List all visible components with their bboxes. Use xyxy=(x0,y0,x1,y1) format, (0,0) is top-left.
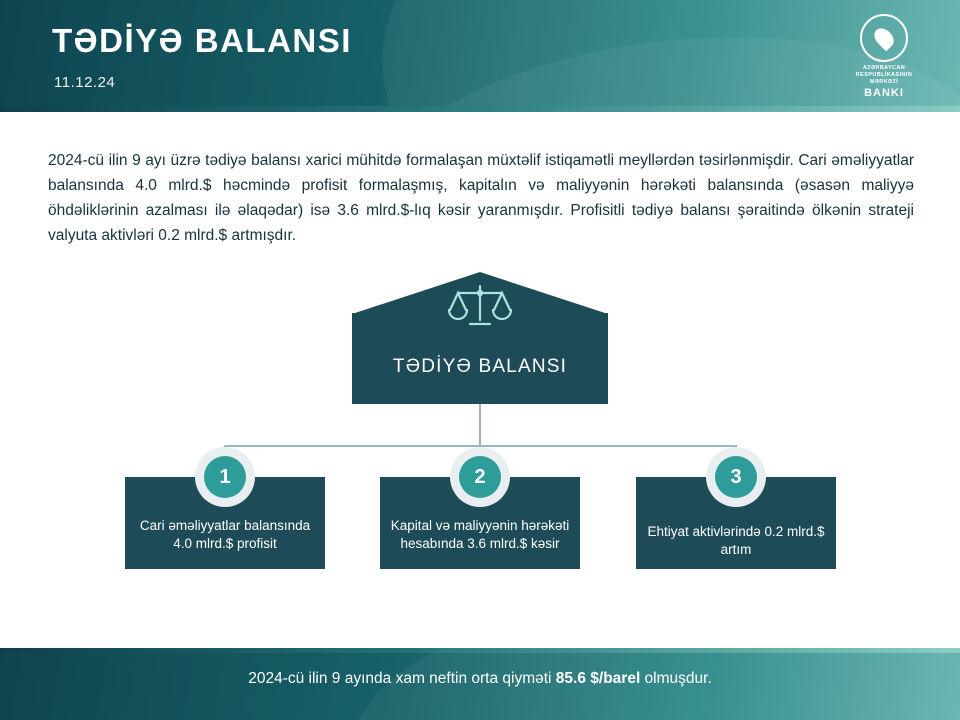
node-badge-1 xyxy=(195,447,255,507)
footer-text-before: 2024-cü ilin 9 ayında xam neftin orta qiyməti xyxy=(248,670,556,687)
connector-vertical-main xyxy=(479,404,481,446)
node-number-1: 1 xyxy=(204,456,246,498)
logo-line-3: MƏRKƏZİ xyxy=(869,79,899,85)
balance-of-payments-diagram xyxy=(0,272,960,592)
logo-bank-label: BANKI xyxy=(864,87,904,99)
diagram-root-node xyxy=(352,272,608,404)
diagram-node-3 xyxy=(636,465,836,569)
slide-header xyxy=(0,0,960,112)
node-text-2: Kapital və maliyyənin hərəkəti hesabında 3.6 mlrd.$ kəsir xyxy=(390,518,570,551)
footer-text-after: olmuşdur. xyxy=(640,670,712,687)
flame-emblem-icon xyxy=(860,14,908,62)
footer-highlight: 85.6 $/barel xyxy=(555,670,641,687)
diagram-root-label: TƏDİYƏ BALANSI xyxy=(392,356,568,377)
scales-balance-icon xyxy=(446,280,514,332)
node-text-1: Cari əməliyyatlar balansında 4.0 mlrd.$ profisit xyxy=(139,518,311,551)
node-text-3: Ehtiyat aktivlərində 0.2 mlrd.$ artım xyxy=(647,524,825,557)
logo-line-1: AZƏRBAYCAN xyxy=(862,65,906,71)
diagram-node-2 xyxy=(380,465,580,569)
footer-note xyxy=(0,670,960,688)
node-badge-2 xyxy=(450,447,510,507)
node-number-3: 3 xyxy=(715,456,757,498)
node-badge-3 xyxy=(706,447,766,507)
page-title: TƏDİYƏ BALANSI xyxy=(52,22,352,59)
diagram-node-1 xyxy=(125,465,325,569)
summary-paragraph: 2024-cü ilin 9 ayı üzrə tədiyə balansı xarici mühitdə formalaşan müxtəlif istiqamətli meyllərdən təsirlənmişdir. Cari əməliyyatlar balansında 4.0 mlrd.$ həcmində profisit formalaşmış, kapitalın və maliyyənin hərəkəti balansında (əsasən maliyyə öhdəliklərinin azalması ilə əlaqədar) isə 3.6 mlrd.$-lıq kəsir yaranmışdır. Profisitli tədiyə balansı şəraitində ölkənin strateji valyuta aktivləri 0.2 mlrd.$ artmışdır. xyxy=(48,152,914,244)
logo-line-2: RESPUBLİKASININ xyxy=(855,72,913,78)
central-bank-logo xyxy=(836,14,932,100)
page-date: 11.12.24 xyxy=(54,74,116,91)
node-number-2: 2 xyxy=(459,456,501,498)
slide-footer xyxy=(0,648,960,720)
